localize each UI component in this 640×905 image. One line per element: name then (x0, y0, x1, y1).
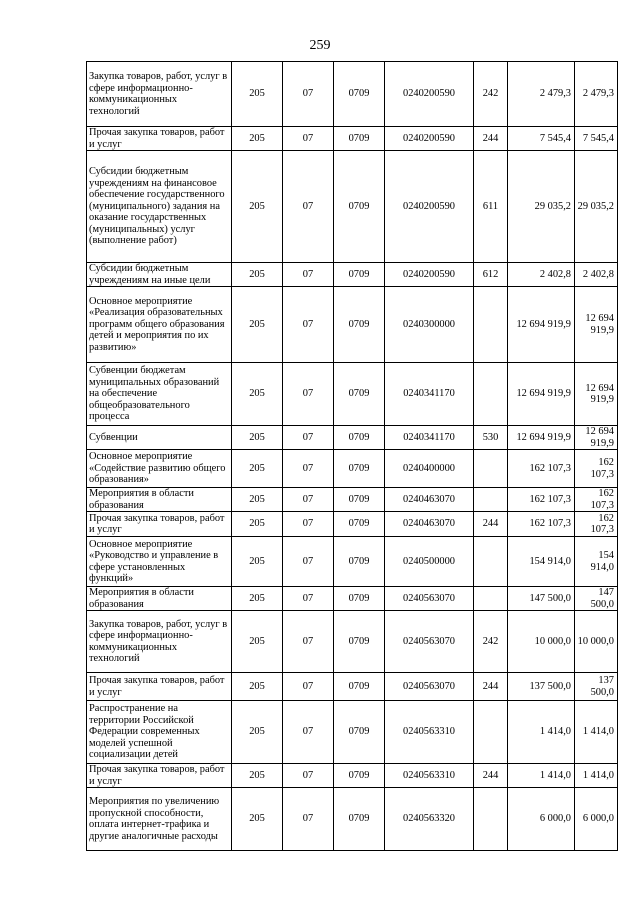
section-code-cell: 07 (283, 512, 334, 537)
grbs-code-cell: 205 (232, 62, 283, 127)
section-code-cell: 07 (283, 127, 334, 151)
section-code-cell: 07 (283, 450, 334, 488)
table-row (87, 450, 618, 488)
amount-approved-cell: 147 500,0 (575, 587, 618, 611)
row-name-cell: Мероприятия в области образования (87, 488, 232, 512)
expense-type-cell (474, 537, 508, 587)
expense-type-cell: 242 (474, 62, 508, 127)
amount-cell: 154 914,0 (508, 537, 575, 587)
page-number: 259 (309, 38, 331, 53)
section-code-cell: 07 (283, 788, 334, 851)
amount-cell: 10 000,0 (508, 611, 575, 673)
row-name-cell: Распространение на территории Российской Федерации современных моделей успешной социализации детей (87, 701, 232, 764)
row-name-cell: Прочая закупка товаров, работ и услуг (87, 673, 232, 701)
expense-type-cell (474, 450, 508, 488)
subsection-code-cell: 0709 (334, 62, 385, 127)
expense-type-cell: 530 (474, 426, 508, 450)
table-row (87, 426, 618, 450)
subsection-code-cell: 0709 (334, 512, 385, 537)
amount-approved-cell: 1 414,0 (575, 764, 618, 788)
table-row (87, 611, 618, 673)
target-article-cell: 0240200590 (385, 151, 474, 263)
table-row (87, 587, 618, 611)
row-name-cell: Прочая закупка товаров, работ и услуг (87, 512, 232, 537)
expense-type-cell (474, 587, 508, 611)
amount-cell: 162 107,3 (508, 512, 575, 537)
amount-approved-cell: 137 500,0 (575, 673, 618, 701)
amount-approved-cell: 1 414,0 (575, 701, 618, 764)
section-code-cell: 07 (283, 287, 334, 363)
subsection-code-cell: 0709 (334, 611, 385, 673)
amount-cell: 12 694 919,9 (508, 287, 575, 363)
expense-type-cell: 611 (474, 151, 508, 263)
amount-cell: 12 694 919,9 (508, 363, 575, 426)
amount-approved-cell: 12 694 919,9 (575, 287, 618, 363)
amount-cell: 12 694 919,9 (508, 426, 575, 450)
grbs-code-cell: 205 (232, 788, 283, 851)
amount-cell: 147 500,0 (508, 587, 575, 611)
table-row (87, 673, 618, 701)
table-row (87, 62, 618, 127)
table-row (87, 512, 618, 537)
grbs-code-cell: 205 (232, 701, 283, 764)
table-row (87, 788, 618, 851)
expense-type-cell: 244 (474, 673, 508, 701)
subsection-code-cell: 0709 (334, 450, 385, 488)
row-name-cell: Прочая закупка товаров, работ и услуг (87, 127, 232, 151)
grbs-code-cell: 205 (232, 127, 283, 151)
row-name-cell: Субвенции (87, 426, 232, 450)
target-article-cell: 0240200590 (385, 62, 474, 127)
row-name-cell: Субвенции бюджетам муниципальных образований на обеспечение общеобразовательного процесса (87, 363, 232, 426)
expense-type-cell: 612 (474, 263, 508, 287)
grbs-code-cell: 205 (232, 611, 283, 673)
amount-approved-cell: 162 107,3 (575, 512, 618, 537)
section-code-cell: 07 (283, 151, 334, 263)
amount-cell: 162 107,3 (508, 488, 575, 512)
section-code-cell: 07 (283, 611, 334, 673)
target-article-cell: 0240200590 (385, 263, 474, 287)
section-code-cell: 07 (283, 537, 334, 587)
amount-approved-cell: 10 000,0 (575, 611, 618, 673)
expense-type-cell (474, 363, 508, 426)
subsection-code-cell: 0709 (334, 788, 385, 851)
table-row (87, 488, 618, 512)
grbs-code-cell: 205 (232, 673, 283, 701)
expense-type-cell: 242 (474, 611, 508, 673)
row-name-cell: Мероприятия по увеличению пропускной способности, оплата интернет-трафика и другие аналогичные расходы (87, 788, 232, 851)
table-row (87, 263, 618, 287)
section-code-cell: 07 (283, 363, 334, 426)
target-article-cell: 0240341170 (385, 363, 474, 426)
amount-approved-cell: 6 000,0 (575, 788, 618, 851)
expense-type-cell (474, 488, 508, 512)
subsection-code-cell: 0709 (334, 263, 385, 287)
row-name-cell: Закупка товаров, работ, услуг в сфере информационно-коммуникационных технологий (87, 611, 232, 673)
target-article-cell: 0240563070 (385, 611, 474, 673)
amount-cell: 137 500,0 (508, 673, 575, 701)
grbs-code-cell: 205 (232, 363, 283, 426)
amount-approved-cell: 12 694 919,9 (575, 363, 618, 426)
target-article-cell: 0240300000 (385, 287, 474, 363)
target-article-cell: 0240463070 (385, 512, 474, 537)
section-code-cell: 07 (283, 764, 334, 788)
expense-type-cell: 244 (474, 127, 508, 151)
subsection-code-cell: 0709 (334, 488, 385, 512)
amount-approved-cell: 2 479,3 (575, 62, 618, 127)
expense-type-cell (474, 701, 508, 764)
amount-approved-cell: 12 694 919,9 (575, 426, 618, 450)
target-article-cell: 0240463070 (385, 488, 474, 512)
grbs-code-cell: 205 (232, 764, 283, 788)
section-code-cell: 07 (283, 263, 334, 287)
grbs-code-cell: 205 (232, 263, 283, 287)
row-name-cell: Основное мероприятие «Содействие развитию общего образования» (87, 450, 232, 488)
target-article-cell: 0240400000 (385, 450, 474, 488)
subsection-code-cell: 0709 (334, 587, 385, 611)
target-article-cell: 0240563310 (385, 701, 474, 764)
subsection-code-cell: 0709 (334, 363, 385, 426)
expense-type-cell: 244 (474, 764, 508, 788)
subsection-code-cell: 0709 (334, 701, 385, 764)
expense-type-cell: 244 (474, 512, 508, 537)
grbs-code-cell: 205 (232, 587, 283, 611)
target-article-cell: 0240341170 (385, 426, 474, 450)
table-row (87, 287, 618, 363)
amount-cell: 1 414,0 (508, 701, 575, 764)
table-row (87, 537, 618, 587)
row-name-cell: Основное мероприятие «Руководство и управление в сфере установленных функций» (87, 537, 232, 587)
grbs-code-cell: 205 (232, 512, 283, 537)
section-code-cell: 07 (283, 701, 334, 764)
section-code-cell: 07 (283, 488, 334, 512)
subsection-code-cell: 0709 (334, 426, 385, 450)
table-row (87, 127, 618, 151)
grbs-code-cell: 205 (232, 287, 283, 363)
row-name-cell: Основное мероприятие «Реализация образовательных программ общего образования детей и мероприятия по их развитию» (87, 287, 232, 363)
expense-type-cell (474, 788, 508, 851)
target-article-cell: 0240563070 (385, 673, 474, 701)
grbs-code-cell: 205 (232, 488, 283, 512)
amount-approved-cell: 29 035,2 (575, 151, 618, 263)
subsection-code-cell: 0709 (334, 673, 385, 701)
budget-table-body (87, 62, 618, 851)
subsection-code-cell: 0709 (334, 127, 385, 151)
amount-approved-cell: 154 914,0 (575, 537, 618, 587)
grbs-code-cell: 205 (232, 450, 283, 488)
section-code-cell: 07 (283, 426, 334, 450)
grbs-code-cell: 205 (232, 426, 283, 450)
table-row (87, 151, 618, 263)
row-name-cell: Прочая закупка товаров, работ и услуг (87, 764, 232, 788)
amount-cell: 7 545,4 (508, 127, 575, 151)
subsection-code-cell: 0709 (334, 537, 385, 587)
amount-cell: 2 479,3 (508, 62, 575, 127)
subsection-code-cell: 0709 (334, 287, 385, 363)
section-code-cell: 07 (283, 673, 334, 701)
amount-cell: 2 402,8 (508, 263, 575, 287)
target-article-cell: 0240500000 (385, 537, 474, 587)
row-name-cell: Закупка товаров, работ, услуг в сфере информационно-коммуникационных технологий (87, 62, 232, 127)
table-row (87, 701, 618, 764)
row-name-cell: Мероприятия в области образования (87, 587, 232, 611)
table-row (87, 363, 618, 426)
budget-table (86, 61, 618, 851)
amount-cell: 162 107,3 (508, 450, 575, 488)
amount-approved-cell: 7 545,4 (575, 127, 618, 151)
expense-type-cell (474, 287, 508, 363)
amount-cell: 6 000,0 (508, 788, 575, 851)
grbs-code-cell: 205 (232, 151, 283, 263)
amount-cell: 1 414,0 (508, 764, 575, 788)
amount-approved-cell: 162 107,3 (575, 450, 618, 488)
subsection-code-cell: 0709 (334, 764, 385, 788)
section-code-cell: 07 (283, 62, 334, 127)
grbs-code-cell: 205 (232, 537, 283, 587)
target-article-cell: 0240200590 (385, 127, 474, 151)
table-row (87, 764, 618, 788)
amount-cell: 29 035,2 (508, 151, 575, 263)
target-article-cell: 0240563070 (385, 587, 474, 611)
amount-approved-cell: 2 402,8 (575, 263, 618, 287)
section-code-cell: 07 (283, 587, 334, 611)
target-article-cell: 0240563310 (385, 764, 474, 788)
row-name-cell: Субсидии бюджетным учреждениям на иные цели (87, 263, 232, 287)
subsection-code-cell: 0709 (334, 151, 385, 263)
target-article-cell: 0240563320 (385, 788, 474, 851)
row-name-cell: Субсидии бюджетным учреждениям на финансовое обеспечение государственного (муниципального) задания на оказание государственных (муниципальных) услуг (выполнение работ) (87, 151, 232, 263)
amount-approved-cell: 162 107,3 (575, 488, 618, 512)
